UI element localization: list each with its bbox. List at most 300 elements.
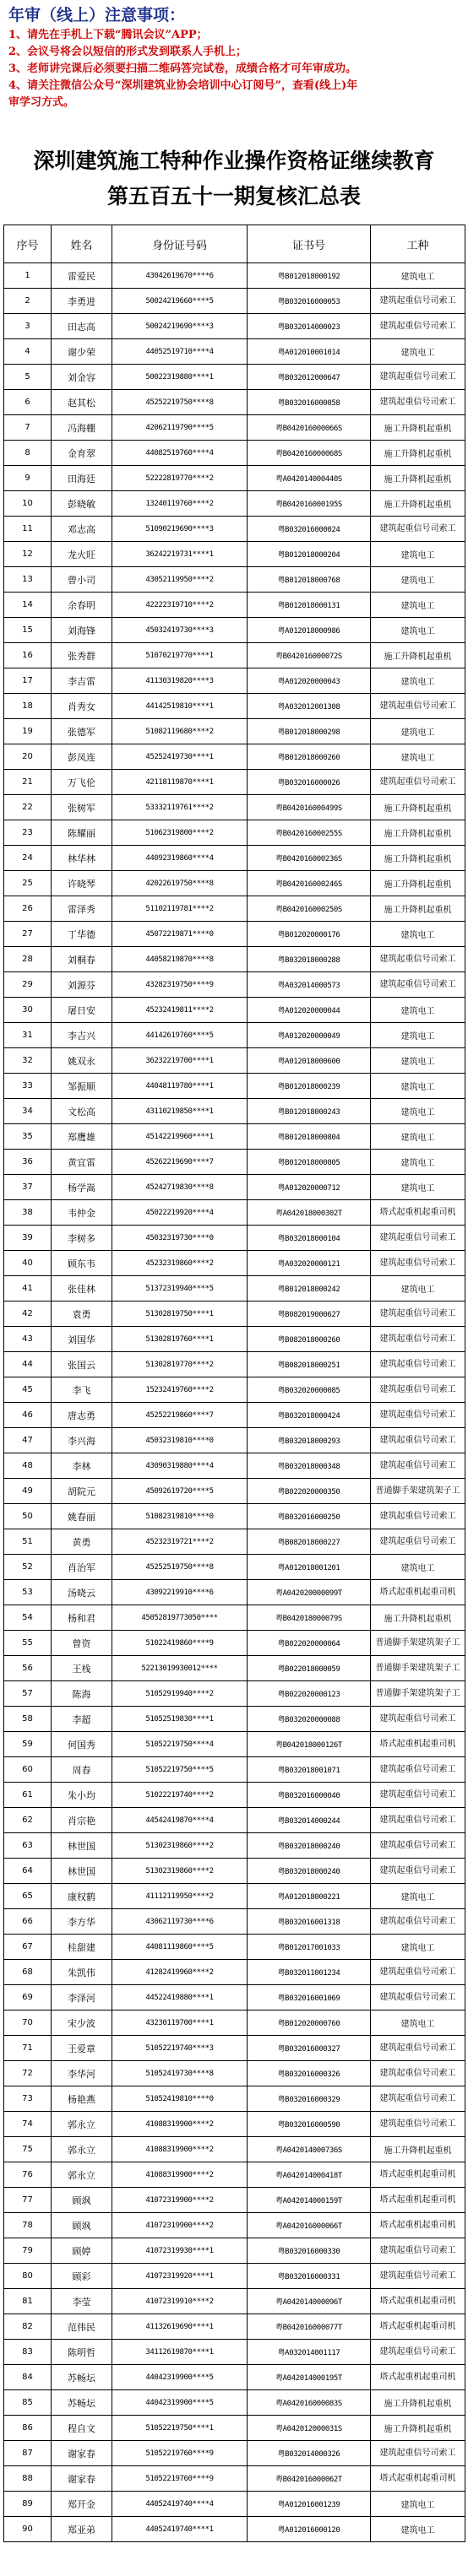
cell-no: 80	[4, 2264, 52, 2289]
cell-no: 2	[4, 289, 52, 314]
cell-id-number: 44052519710****4	[112, 339, 248, 365]
cell-no: 17	[4, 668, 52, 694]
table-row	[4, 466, 465, 491]
cell-cert-number: 粤B042016000246S	[248, 871, 371, 896]
table-header-row	[4, 225, 465, 263]
cell-name: 顾东韦	[52, 1251, 112, 1276]
cell-job-type: 施工升降机起重机	[371, 466, 465, 491]
cell-name: 刘源芬	[52, 972, 112, 998]
cell-name: 杨艳燕	[52, 2086, 112, 2112]
cell-id-number: 44081119860****5	[112, 1935, 248, 1960]
cell-id-number: 41072319930****1	[112, 2238, 248, 2264]
table-row	[4, 2137, 465, 2162]
cell-no: 84	[4, 2365, 52, 2390]
table-row	[4, 643, 465, 668]
cell-cert-number: 粤B042016000066S	[248, 415, 371, 441]
cell-no: 89	[4, 2492, 52, 2517]
cell-name: 郭永立	[52, 2137, 112, 2162]
cell-id-number: 51302819750****1	[112, 1302, 248, 1327]
cell-job-type: 建筑电工	[371, 744, 465, 770]
cell-job-type: 建筑电工	[371, 618, 465, 643]
cell-job-type: 建筑起重信号司索工	[371, 2340, 465, 2365]
cell-name: 彭凤连	[52, 744, 112, 770]
cell-job-type: 建筑起重信号司索工	[371, 1352, 465, 1377]
cell-job-type: 建筑电工	[371, 1074, 465, 1099]
cell-job-type: 建筑电工	[371, 593, 465, 618]
cell-no: 13	[4, 567, 52, 593]
cell-id-number: 44052419740****1	[112, 2517, 248, 2542]
cell-name: 顾飒	[52, 2213, 112, 2238]
cell-job-type: 普通脚手架建筑架子工	[371, 1479, 465, 1504]
table-row	[4, 2061, 465, 2086]
cell-name: 朱凯伟	[52, 1960, 112, 1985]
table-row	[4, 1302, 465, 1327]
cell-no: 88	[4, 2466, 52, 2492]
table-body	[4, 263, 465, 2542]
table-row	[4, 491, 465, 517]
cell-name: 李吉雷	[52, 668, 112, 694]
cell-no: 8	[4, 441, 52, 466]
cell-cert-number: 粤A042014000159T	[248, 2188, 371, 2213]
cell-job-type: 塔式起重机起重司机	[371, 1580, 465, 1605]
cell-job-type: 建筑起重信号司索工	[371, 1808, 465, 1833]
cell-name: 余春明	[52, 593, 112, 618]
table-row	[4, 668, 465, 694]
cell-name: 郑亚弟	[52, 2517, 112, 2542]
cell-name: 杨学嵩	[52, 1175, 112, 1200]
cell-no: 71	[4, 2036, 52, 2061]
cell-job-type: 建筑电工	[371, 1048, 465, 1074]
cell-name: 顾婷	[52, 2238, 112, 2264]
cell-cert-number: 粤B042016000236S	[248, 846, 371, 871]
cell-no: 9	[4, 466, 52, 491]
table-row	[4, 2162, 465, 2188]
cell-cert-number: 粤B012018000239	[248, 1074, 371, 1099]
table-row	[4, 1605, 465, 1631]
table-row	[4, 2289, 465, 2314]
cell-job-type: 塔式起重机起重司机	[371, 1200, 465, 1226]
cell-name: 张国云	[52, 1352, 112, 1377]
cell-cert-number: 粤B012018000131	[248, 593, 371, 618]
cell-id-number: 52213019930012****	[112, 1656, 248, 1681]
cell-name: 雷泽秀	[52, 896, 112, 922]
cell-id-number: 43110219850****1	[112, 1099, 248, 1124]
cell-name: 陈海	[52, 1681, 112, 1707]
cell-id-number: 41072319910****2	[112, 2289, 248, 2314]
cell-no: 59	[4, 1732, 52, 1757]
cell-id-number: 41112119950****2	[112, 1884, 248, 1909]
cell-job-type: 建筑电工	[371, 2010, 465, 2036]
table-row	[4, 1808, 465, 1833]
cell-cert-number: 粤B042018000126T	[248, 1732, 371, 1757]
header-no: 序号	[4, 225, 52, 263]
cell-no: 90	[4, 2517, 52, 2542]
cell-name: 赵其松	[52, 390, 112, 415]
cell-cert-number: 粤B032012000647	[248, 365, 371, 390]
cell-job-type: 建筑起重信号司索工	[371, 1403, 465, 1428]
cell-no: 42	[4, 1302, 52, 1327]
cell-job-type: 建筑起重信号司索工	[371, 365, 465, 390]
document-title	[0, 140, 468, 225]
table-row	[4, 1909, 465, 1935]
cell-job-type: 建筑电工	[371, 719, 465, 744]
cell-name: 张树军	[52, 795, 112, 820]
cell-name: 李超	[52, 1707, 112, 1732]
table-row	[4, 1048, 465, 1074]
cell-no: 5	[4, 365, 52, 390]
cell-name: 屠日安	[52, 998, 112, 1023]
table-row	[4, 1327, 465, 1352]
cell-no: 75	[4, 2137, 52, 2162]
cell-job-type: 施工升降机起重机	[371, 871, 465, 896]
cell-job-type: 建筑电工	[371, 1023, 465, 1048]
cell-no: 60	[4, 1757, 52, 1783]
cell-no: 14	[4, 593, 52, 618]
cell-id-number: 51052219760****9	[112, 2466, 248, 2492]
cell-id-number: 51302319860****2	[112, 1859, 248, 1884]
cell-name: 汤晓云	[52, 1580, 112, 1605]
cell-name: 邓志高	[52, 517, 112, 542]
cell-job-type: 施工升降机起重机	[371, 846, 465, 871]
cell-cert-number: 粤B032016000327	[248, 2036, 371, 2061]
cell-name: 文松高	[52, 1099, 112, 1124]
cell-no: 78	[4, 2213, 52, 2238]
cell-no: 25	[4, 871, 52, 896]
cell-name: 彭晓敏	[52, 491, 112, 517]
cell-cert-number: 粤B042018000079S	[248, 1605, 371, 1631]
cell-no: 47	[4, 1428, 52, 1453]
cell-name: 田海廷	[52, 466, 112, 491]
cell-id-number: 45092619720****5	[112, 1479, 248, 1504]
cell-id-number: 43052119950****2	[112, 567, 248, 593]
cell-cert-number: 粤A042014000736S	[248, 2137, 371, 2162]
cell-name: 李树多	[52, 1226, 112, 1251]
cell-cert-number: 粤B012018000204	[248, 542, 371, 567]
table-row	[4, 618, 465, 643]
table-row	[4, 1403, 465, 1428]
cell-id-number: 53332119761****2	[112, 795, 248, 820]
cell-no: 72	[4, 2061, 52, 2086]
cell-job-type: 塔式起重机起重司机	[371, 2162, 465, 2188]
cell-job-type: 建筑电工	[371, 998, 465, 1023]
cell-name: 桂甜建	[52, 1935, 112, 1960]
cell-cert-number: 粤B032018000293	[248, 1428, 371, 1453]
cell-cert-number: 粤B042016000195S	[248, 491, 371, 517]
cell-id-number: 51052219740****3	[112, 2036, 248, 2061]
table-row	[4, 1200, 465, 1226]
cell-id-number: 36232219700****1	[112, 1048, 248, 1074]
cell-job-type: 建筑起重信号司索工	[371, 770, 465, 795]
cell-no: 55	[4, 1631, 52, 1656]
cell-cert-number: 粤A012016001239	[248, 2492, 371, 2517]
cell-id-number: 52222819770****2	[112, 466, 248, 491]
table-row	[4, 871, 465, 896]
cell-id-number: 45252419730****1	[112, 744, 248, 770]
cell-name: 谢家春	[52, 2441, 112, 2466]
cell-cert-number: 粤B042016000077T	[248, 2314, 371, 2340]
cell-cert-number: 粤B082018000227	[248, 1529, 371, 1555]
cell-id-number: 51302319860****2	[112, 1833, 248, 1859]
cell-name: 刘桐春	[52, 947, 112, 972]
cell-no: 22	[4, 795, 52, 820]
table-row	[4, 719, 465, 744]
cell-name: 许晓琴	[52, 871, 112, 896]
cell-no: 12	[4, 542, 52, 567]
cell-no: 41	[4, 1276, 52, 1302]
cell-job-type: 建筑起重信号司索工	[371, 2112, 465, 2137]
cell-job-type: 施工升降机起重机	[371, 1605, 465, 1631]
cell-name: 金育翠	[52, 441, 112, 466]
cell-cert-number: 粤A012020000044	[248, 998, 371, 1023]
cell-no: 33	[4, 1074, 52, 1099]
cell-no: 61	[4, 1783, 52, 1808]
cell-no: 40	[4, 1251, 52, 1276]
cell-id-number: 51052919940****2	[112, 1681, 248, 1707]
cell-id-number: 51052219750****5	[112, 1757, 248, 1783]
cell-no: 37	[4, 1175, 52, 1200]
cell-no: 48	[4, 1453, 52, 1479]
cell-cert-number: 粤B032016000026	[248, 770, 371, 795]
cell-job-type: 建筑电工	[371, 1099, 465, 1124]
cell-id-number: 50024219660****5	[112, 289, 248, 314]
cell-job-type: 建筑起重信号司索工	[371, 2441, 465, 2466]
cell-cert-number: 粤B032018000240	[248, 1833, 371, 1859]
cell-cert-number: 粤B022018000059	[248, 1656, 371, 1681]
cell-cert-number: 粤B022020000123	[248, 1681, 371, 1707]
cell-cert-number: 粤A012020000049	[248, 1023, 371, 1048]
cell-cert-number: 粤A032012001308	[248, 694, 371, 719]
cell-cert-number: 粤A042020000099T	[248, 1580, 371, 1605]
cell-no: 28	[4, 947, 52, 972]
cell-job-type: 建筑起重信号司索工	[371, 1377, 465, 1403]
cell-cert-number: 粤B042016000068S	[248, 441, 371, 466]
cell-job-type: 建筑起重信号司索工	[371, 1859, 465, 1884]
table-row	[4, 1023, 465, 1048]
cell-name: 黄勇	[52, 1529, 112, 1555]
cell-no: 73	[4, 2086, 52, 2112]
cell-id-number: 42022619750****8	[112, 871, 248, 896]
cell-no: 32	[4, 1048, 52, 1074]
cell-job-type: 建筑起重信号司索工	[371, 1428, 465, 1453]
cell-cert-number: 粤B012020000760	[248, 2010, 371, 2036]
table-row	[4, 1935, 465, 1960]
cell-cert-number: 粤B082019000627	[248, 1302, 371, 1327]
cell-name: 冯海棚	[52, 415, 112, 441]
table-row	[4, 1783, 465, 1808]
cell-job-type: 塔式起重机起重司机	[371, 2289, 465, 2314]
cell-cert-number: 粤B032016000331	[248, 2264, 371, 2289]
cell-id-number: 45052819773050****	[112, 1605, 248, 1631]
cell-no: 81	[4, 2289, 52, 2314]
cell-no: 52	[4, 1555, 52, 1580]
table-row	[4, 263, 465, 289]
cell-name: 陈耀丽	[52, 820, 112, 846]
cell-job-type: 建筑电工	[371, 1175, 465, 1200]
cell-cert-number: 粤A012016000120	[248, 2517, 371, 2542]
cell-id-number: 41088319900****2	[112, 2162, 248, 2188]
notice-item: 2、会议号将会以短信的形式发到联系人手机上；	[8, 46, 248, 58]
cell-cert-number: 粤B032016000250	[248, 1504, 371, 1529]
cell-no: 18	[4, 694, 52, 719]
cell-no: 19	[4, 719, 52, 744]
table-row	[4, 2314, 465, 2340]
cell-name: 宋少波	[52, 2010, 112, 2036]
cell-cert-number: 粤A042016000083S	[248, 2390, 371, 2416]
cell-no: 62	[4, 1808, 52, 1833]
cell-id-number: 45252519750****8	[112, 1555, 248, 1580]
table-row	[4, 1251, 465, 1276]
cell-cert-number: 粤B012018000242	[248, 1276, 371, 1302]
cell-name: 王爱章	[52, 2036, 112, 2061]
cell-id-number: 45142219960****1	[112, 1124, 248, 1150]
cell-name: 康权鹤	[52, 1884, 112, 1909]
cell-name: 李华河	[52, 2061, 112, 2086]
cell-job-type: 建筑电工	[371, 2492, 465, 2517]
table-row	[4, 2264, 465, 2289]
notice-item: 1、请先在手机上下载“腾讯会议”APP；	[8, 29, 208, 41]
cell-no: 53	[4, 1580, 52, 1605]
table-row	[4, 339, 465, 365]
table-row	[4, 1504, 465, 1529]
table-row	[4, 1226, 465, 1251]
cell-id-number: 43062119730****6	[112, 1909, 248, 1935]
cell-id-number: 45232319860****2	[112, 1251, 248, 1276]
cell-id-number: 44042319900****5	[112, 2365, 248, 2390]
cell-job-type: 建筑起重信号司索工	[371, 1302, 465, 1327]
cell-id-number: 42222319710****2	[112, 593, 248, 618]
cell-id-number: 44082519760****4	[112, 441, 248, 466]
document-title-line1: 深圳建筑施工特种作业操作资格证继续教育	[33, 149, 435, 173]
header-id: 身份证号码	[112, 225, 248, 263]
cell-name: 肖秀女	[52, 694, 112, 719]
cell-job-type: 建筑起重信号司索工	[371, 947, 465, 972]
table-row	[4, 922, 465, 947]
cell-no: 74	[4, 2112, 52, 2137]
cell-no: 39	[4, 1226, 52, 1251]
cell-cert-number: 粤B012018000768	[248, 567, 371, 593]
cell-name: 邹振顺	[52, 1074, 112, 1099]
cell-cert-number: 粤B032018000240	[248, 1859, 371, 1884]
cell-id-number: 44048119780****1	[112, 1074, 248, 1099]
cell-id-number: 41088319900****2	[112, 2137, 248, 2162]
cell-name: 朱小均	[52, 1783, 112, 1808]
table-row	[4, 1580, 465, 1605]
table-row	[4, 1099, 465, 1124]
table-row	[4, 2365, 465, 2390]
cell-cert-number: 粤A032014000573	[248, 972, 371, 998]
cell-cert-number: 粤B032018000104	[248, 1226, 371, 1251]
cell-job-type: 建筑电工	[371, 922, 465, 947]
cell-cert-number: 粤A042014000096T	[248, 2289, 371, 2314]
cell-job-type: 建筑电工	[371, 1935, 465, 1960]
cell-name: 龙火旺	[52, 542, 112, 567]
cell-id-number: 51102119781****2	[112, 896, 248, 922]
table-row	[4, 846, 465, 871]
cell-id-number: 42118119870****1	[112, 770, 248, 795]
cell-name: 张德军	[52, 719, 112, 744]
cell-id-number: 51022219740****2	[112, 1783, 248, 1808]
table-row	[4, 2188, 465, 2213]
cell-name: 肖宗艳	[52, 1808, 112, 1833]
cell-no: 27	[4, 922, 52, 947]
cell-name: 李泽河	[52, 1985, 112, 2010]
cell-no: 1	[4, 263, 52, 289]
cell-cert-number: 粤A012018000986	[248, 618, 371, 643]
cell-id-number: 51302819760****1	[112, 1327, 248, 1352]
cell-id-number: 41072319920****1	[112, 2264, 248, 2289]
table-row	[4, 1150, 465, 1175]
header-cert: 证书号	[248, 225, 371, 263]
cell-cert-number: 粤B032016000053	[248, 289, 371, 314]
cell-no: 76	[4, 2162, 52, 2188]
cell-job-type: 塔式起重机起重司机	[371, 2188, 465, 2213]
cell-name: 顾飒	[52, 2188, 112, 2213]
cell-no: 66	[4, 1909, 52, 1935]
cell-id-number: 51090219690****3	[112, 517, 248, 542]
cell-job-type: 建筑起重信号司索工	[371, 390, 465, 415]
cell-id-number: 34112619870****1	[112, 2340, 248, 2365]
cell-id-number: 43092219910****6	[112, 1580, 248, 1605]
cell-name: 姚春丽	[52, 1504, 112, 1529]
cell-job-type: 建筑起重信号司索工	[371, 1909, 465, 1935]
cell-no: 65	[4, 1884, 52, 1909]
cell-name: 郭永立	[52, 2112, 112, 2137]
table-row	[4, 2390, 465, 2416]
cell-id-number: 45252219750****8	[112, 390, 248, 415]
cell-name: 林世国	[52, 1833, 112, 1859]
cell-job-type: 建筑电工	[371, 339, 465, 365]
table-row	[4, 770, 465, 795]
cell-name: 丁华德	[52, 922, 112, 947]
cell-no: 29	[4, 972, 52, 998]
cell-name: 范伟民	[52, 2314, 112, 2340]
cell-cert-number: 粤B042016000255S	[248, 820, 371, 846]
cell-job-type: 施工升降机起重机	[371, 441, 465, 466]
cell-id-number: 44058219870****8	[112, 947, 248, 972]
cell-no: 24	[4, 846, 52, 871]
cell-id-number: 51070219770****1	[112, 643, 248, 668]
cell-no: 69	[4, 1985, 52, 2010]
cell-name: 李方华	[52, 1909, 112, 1935]
cell-cert-number: 粤B012018000243	[248, 1099, 371, 1124]
cell-cert-number: 粤A042014000418T	[248, 2162, 371, 2188]
cell-job-type: 建筑电工	[371, 1150, 465, 1175]
table-row	[4, 1631, 465, 1656]
table-row	[4, 567, 465, 593]
cell-name: 郑鹰雄	[52, 1124, 112, 1150]
cell-name: 杨和君	[52, 1605, 112, 1631]
cell-id-number: 45032319730****0	[112, 1226, 248, 1251]
cell-id-number: 44522419880****1	[112, 1985, 248, 2010]
table-row	[4, 2010, 465, 2036]
table-row	[4, 2112, 465, 2137]
cell-no: 36	[4, 1150, 52, 1175]
cell-job-type: 塔式起重机起重司机	[371, 2314, 465, 2340]
cell-name: 张秀群	[52, 643, 112, 668]
cell-job-type: 建筑起重信号司索工	[371, 1757, 465, 1783]
table-row	[4, 795, 465, 820]
cell-cert-number: 粤B012018000260	[248, 744, 371, 770]
cell-job-type: 建筑电工	[371, 1124, 465, 1150]
cell-cert-number: 粤B032014000244	[248, 1808, 371, 1833]
cell-name: 李吉兴	[52, 1023, 112, 1048]
cell-id-number: 51082119680****2	[112, 719, 248, 744]
cell-id-number: 41072319900****2	[112, 2213, 248, 2238]
cell-id-number: 51052219750****4	[112, 1732, 248, 1757]
cell-cert-number: 粤B012018000804	[248, 1124, 371, 1150]
table-row	[4, 1884, 465, 1909]
cell-id-number: 45072219871****0	[112, 922, 248, 947]
